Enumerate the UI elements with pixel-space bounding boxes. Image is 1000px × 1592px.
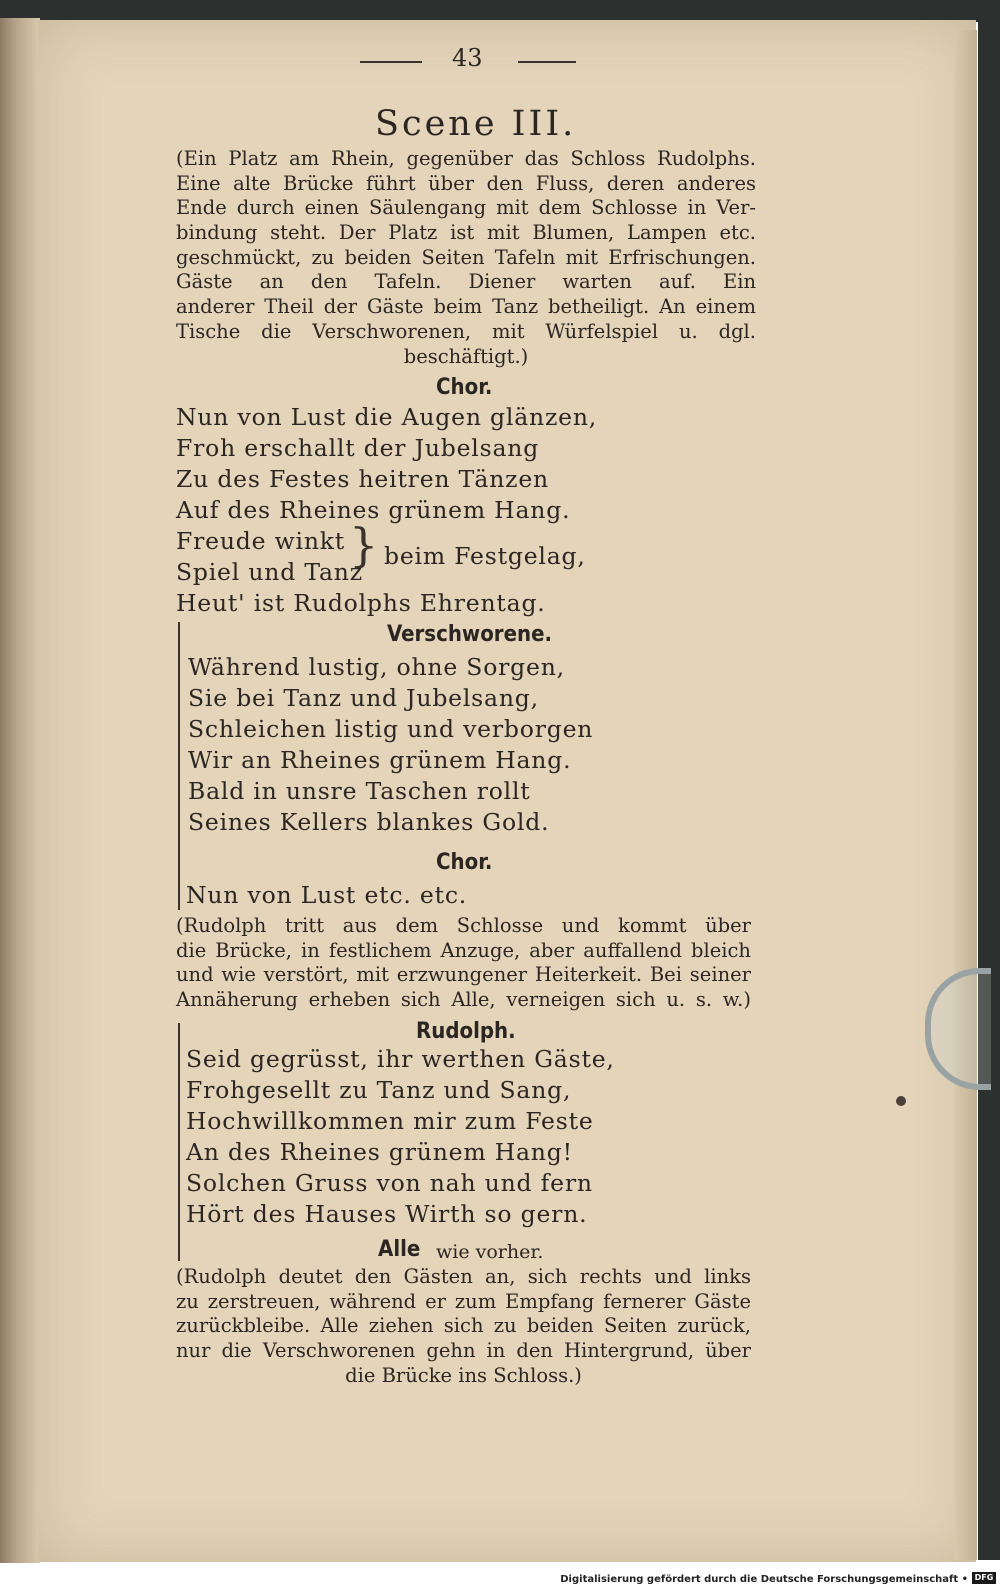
page-hole — [896, 1096, 906, 1106]
speaker-heading-chor: Chor. — [436, 850, 493, 875]
book-spine — [0, 18, 40, 1563]
verse-line: Frohgesellt zu Tanz und Sang, — [186, 1076, 572, 1104]
verse-line: Seines Kellers blankes Gold. — [188, 808, 550, 836]
scan-border-right — [978, 0, 1000, 1560]
bracket-rudolph — [178, 1023, 180, 1261]
verse-line: An des Rheines grünem Hang! — [186, 1138, 573, 1166]
scan-border-top — [0, 0, 1000, 22]
stage-direction-line: und wie verstört, mit erzwungener Heiterkeit. Bei seiner — [176, 963, 751, 987]
scene-title: Scene III. — [375, 104, 577, 144]
verse-line: Heut' ist Rudolphs Ehrentag. — [176, 589, 546, 617]
verse-line: Hochwillkommen mir zum Feste — [186, 1107, 594, 1135]
stage-direction-line: zu zerstreuen, während er zum Empfang fernerer Gäste — [176, 1289, 751, 1313]
verse-line: Nun von Lust die Augen glänzen, — [176, 403, 598, 431]
stage-direction-line: geschmückt, zu beiden Seiten Tafeln mit Erfrischungen. — [176, 245, 756, 269]
verse-line: Wir an Rheines grünem Hang. — [188, 746, 572, 774]
stage-direction-line: Annäherung erheben sich Alle, verneigen sich u. s. w.) — [176, 988, 751, 1012]
speaker-heading-verschworene: Verschworene. — [387, 622, 553, 647]
stage-direction-line: anderer Theil der Gäste beim Tanz betheiligt. An einem — [176, 295, 756, 319]
stage-direction-line: (Ein Platz am Rhein, gegenüber das Schloss Rudolphs. — [176, 147, 756, 170]
stage-direction-line: zurückbleibe. Alle ziehen sich zu beiden Seiten zurück, — [176, 1314, 751, 1338]
speaker-heading-chor: Chor. — [436, 375, 493, 400]
alle-direction: wie vorher. — [436, 1241, 544, 1263]
stage-direction-line: (Rudolph tritt aus dem Schlosse und kommt über — [176, 914, 751, 937]
speaker-heading-alle: Alle — [378, 1237, 421, 1262]
verse-line: Schleichen listig und verborgen — [188, 715, 594, 743]
stage-direction-line: Tische die Verschworenen, mit Würfelspiel u. dgl. — [176, 319, 756, 343]
stage-direction-line: (Rudolph deutet den Gästen an, sich rechts und links — [176, 1265, 751, 1288]
verse-line: Hört des Hauses Wirth so gern. — [186, 1200, 588, 1228]
page-number: 43 — [452, 44, 483, 72]
verse-line: Sie bei Tanz und Jubelsang, — [188, 684, 539, 712]
stage-direction-line: nur die Verschworenen gehn in den Hintergrund, über — [176, 1339, 751, 1363]
stage-direction-line: die Brücke, in festlichem Anzuge, aber auffallend bleich — [176, 938, 751, 962]
verse-line: Bald in unsre Taschen rollt — [188, 777, 531, 805]
page-edge — [955, 30, 977, 1560]
verse-line: Froh erschallt der Jubelsang — [176, 434, 540, 462]
verse-line: Während lustig, ohne Sorgen, — [188, 653, 565, 681]
verse-line: Auf des Rheines grünem Hang. — [176, 496, 571, 524]
stage-direction-line: Gäste an den Tafeln. Diener warten auf. Ein — [176, 270, 756, 294]
footer-credit: Digitalisierung gefördert durch die Deutsche Forschungsgemeinschaft • — [560, 1574, 968, 1585]
stage-direction-3 — [176, 1265, 751, 1388]
stage-direction-1 — [176, 147, 756, 369]
bracket-verschworene — [178, 622, 180, 910]
verse-line: Seid gegrüsst, ihr werthen Gäste, — [186, 1045, 615, 1073]
stage-direction-2 — [176, 914, 751, 1013]
stage-direction-line: beschäftigt.) — [403, 344, 529, 368]
verse-line: Zu des Festes heitren Tänzen — [176, 465, 549, 493]
stage-direction-line: die Brücke ins Schloss.) — [345, 1363, 582, 1387]
verse-line: Freude winkt — [176, 527, 346, 555]
verse-line: Nun von Lust etc. etc. — [186, 881, 468, 909]
speaker-heading-rudolph: Rudolph. — [416, 1019, 516, 1044]
page-number-rule-right — [518, 61, 576, 63]
curly-brace-icon: } — [349, 518, 379, 572]
verse-line: Spiel und Tanz — [176, 558, 363, 586]
verse-line-shared: beim Festgelag, — [384, 542, 586, 570]
dfg-logo: DFG — [972, 1572, 996, 1584]
verse-line: Solchen Gruss von nah und fern — [186, 1169, 593, 1197]
stage-direction-line: Eine alte Brücke führt über den Fluss, deren anderes — [176, 171, 756, 195]
page-number-rule-left — [360, 61, 422, 63]
stage-direction-line: Ende durch einen Säulengang mit dem Schlosse in Ver- — [176, 196, 756, 220]
stage-direction-line: bindung steht. Der Platz ist mit Blumen, Lampen etc. — [176, 221, 756, 245]
